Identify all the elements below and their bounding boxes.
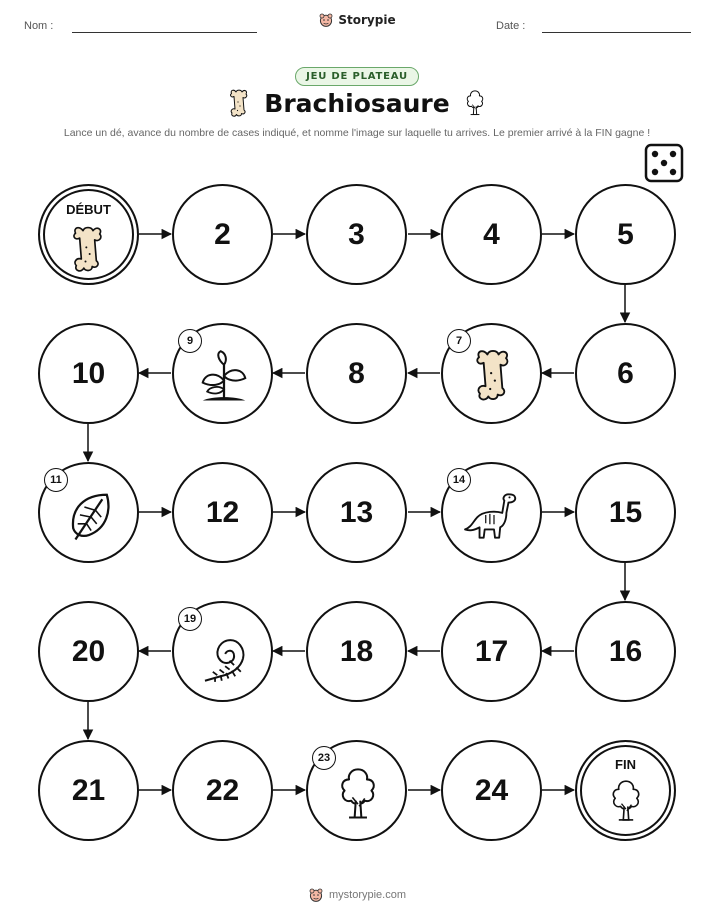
name-label: Nom : bbox=[24, 20, 54, 32]
cell-number: 4 bbox=[483, 217, 500, 251]
board-cell-6[interactable] bbox=[575, 323, 676, 424]
cell-number: 2 bbox=[214, 217, 231, 251]
storypie-logo-icon bbox=[308, 887, 324, 903]
game-type-badge: JEU DE PLATEAU bbox=[295, 67, 419, 86]
board-cell-13[interactable] bbox=[306, 462, 407, 563]
cell-number: 24 bbox=[474, 773, 509, 807]
tree-icon bbox=[608, 778, 644, 824]
brand-name: Storypie bbox=[338, 13, 396, 27]
cell-number: 15 bbox=[608, 495, 643, 529]
board-cell-16[interactable] bbox=[575, 601, 676, 702]
cell-number: 16 bbox=[608, 634, 643, 668]
board-cell-14[interactable] bbox=[441, 462, 542, 563]
board-cell-19[interactable] bbox=[172, 601, 273, 702]
board-cell-24[interactable] bbox=[441, 740, 542, 841]
finish-label: FIN bbox=[615, 757, 636, 772]
footer-url[interactable]: mystorypie.com bbox=[328, 889, 407, 901]
tree-icon bbox=[335, 766, 381, 822]
board-cell-20[interactable] bbox=[38, 601, 139, 702]
board-cell-15[interactable] bbox=[575, 462, 676, 563]
cell-number-badge: 14 bbox=[447, 468, 471, 492]
board-cell-5[interactable] bbox=[575, 184, 676, 285]
board-cell-4[interactable] bbox=[441, 184, 542, 285]
board-cell-8[interactable] bbox=[306, 323, 407, 424]
cell-number: 8 bbox=[348, 356, 365, 390]
board-cell-9[interactable] bbox=[172, 323, 273, 424]
board-cell-2[interactable] bbox=[172, 184, 273, 285]
board-cell-finish[interactable] bbox=[575, 740, 676, 841]
fern-icon bbox=[196, 627, 252, 683]
cell-number: 21 bbox=[71, 773, 106, 807]
cell-number-badge: 19 bbox=[178, 607, 202, 631]
board-cell-10[interactable] bbox=[38, 323, 139, 424]
cell-number: 10 bbox=[71, 356, 106, 390]
page-title: Brachiosaure bbox=[264, 88, 450, 118]
cell-number: 3 bbox=[348, 217, 365, 251]
cell-number-badge: 7 bbox=[447, 329, 471, 353]
cell-number: 6 bbox=[617, 356, 634, 390]
cell-number-badge: 23 bbox=[312, 746, 336, 770]
plant-icon bbox=[196, 349, 252, 405]
cell-number: 5 bbox=[617, 217, 634, 251]
board-cell-12[interactable] bbox=[172, 462, 273, 563]
cell-number: 12 bbox=[205, 495, 240, 529]
instructions: Lance un dé, avance du nombre de cases indiqué, et nomme l'image sur laquelle tu arrives. Le premier arrivé à la FIN gagne ! bbox=[63, 127, 651, 139]
cell-number: 20 bbox=[71, 634, 106, 668]
dinosaur-icon bbox=[463, 490, 525, 542]
board-cell-22[interactable] bbox=[172, 740, 273, 841]
board-cell-7[interactable] bbox=[441, 323, 542, 424]
board-cell-start[interactable] bbox=[38, 184, 139, 285]
board-cell-11[interactable] bbox=[38, 462, 139, 563]
cell-number: 13 bbox=[339, 495, 374, 529]
cell-number: 17 bbox=[474, 634, 509, 668]
board-cell-18[interactable] bbox=[306, 601, 407, 702]
bone-icon bbox=[473, 347, 513, 403]
date-label: Date : bbox=[496, 20, 526, 32]
footer bbox=[0, 887, 714, 903]
start-label: DÉBUT bbox=[66, 202, 111, 217]
board-cell-17[interactable] bbox=[441, 601, 542, 702]
board-cell-3[interactable] bbox=[306, 184, 407, 285]
cell-number-badge: 9 bbox=[178, 329, 202, 353]
board-cell-21[interactable] bbox=[38, 740, 139, 841]
bone-icon bbox=[68, 224, 108, 274]
cell-number: 22 bbox=[205, 773, 240, 807]
leaf-icon bbox=[62, 488, 118, 544]
board-cell-23[interactable] bbox=[306, 740, 407, 841]
cell-number: 18 bbox=[339, 634, 374, 668]
cell-number-badge: 11 bbox=[44, 468, 68, 492]
